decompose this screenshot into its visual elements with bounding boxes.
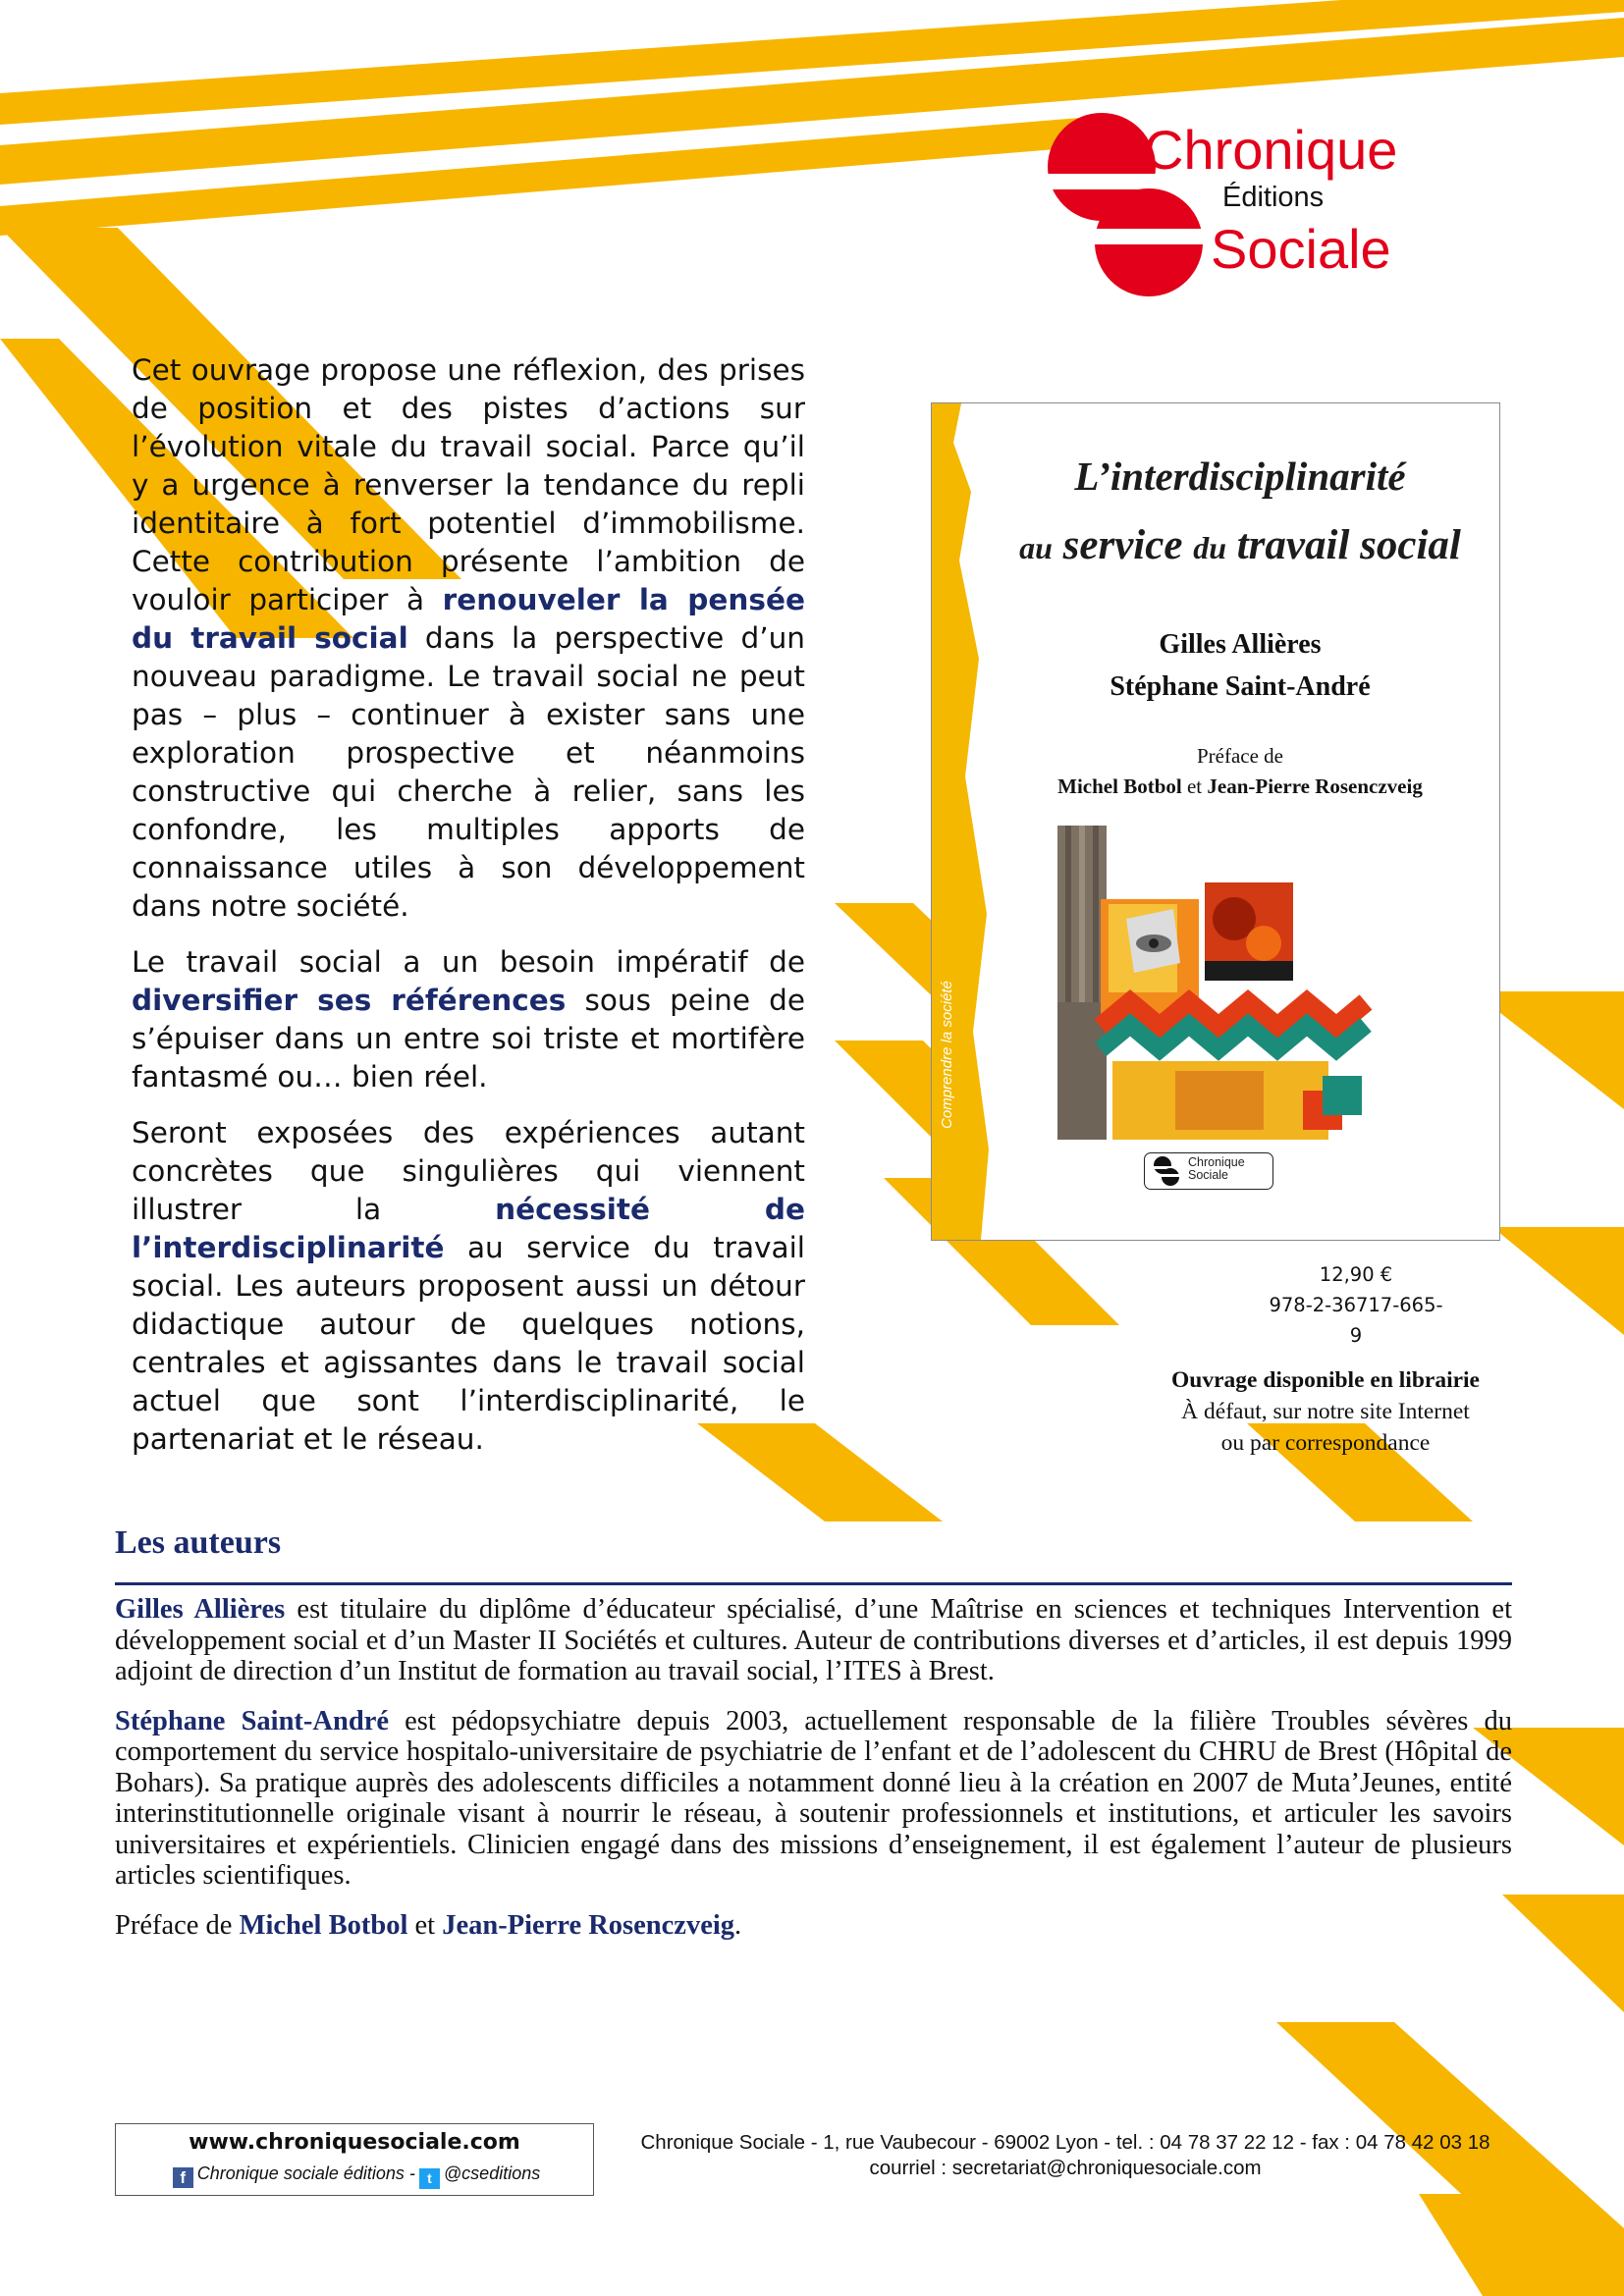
- cover-logo-line2: Sociale: [1188, 1168, 1228, 1182]
- cover-preface-label: Préface de: [1196, 744, 1284, 768]
- footer-address: [614, 2130, 1517, 2181]
- cover-logo-line1: Chronique: [1188, 1155, 1245, 1169]
- availability-line1: Ouvrage disponible en librairie: [1170, 1367, 1480, 1393]
- preface-et: et: [414, 1909, 436, 1941]
- footer-web-box: [115, 2123, 594, 2196]
- availability-line2: À défaut, sur notre site Internet: [1181, 1399, 1470, 1424]
- cover-title-word: service: [1062, 522, 1183, 568]
- address-line: Chronique Sociale - 1, rue Vaubecour - 69002 Lyon - tel. : 04 78 37 22 12 - fax : 04 78 42 03 18: [640, 2131, 1490, 2154]
- description-highlight: nécessité de l’interdisciplinarité: [132, 1193, 805, 1264]
- cover-preface-name: Michel Botbol: [1057, 774, 1182, 798]
- logo-text-sociale: Sociale: [1211, 218, 1391, 280]
- social-links: [116, 2163, 593, 2189]
- description-text: Le travail social a un besoin impératif de: [132, 945, 805, 979]
- cover-preface-et: et: [1186, 774, 1203, 798]
- description-paragraph-1: [132, 351, 805, 926]
- price: 12,90 €: [1319, 1263, 1393, 1286]
- twitter-label[interactable]: @cseditions: [443, 2163, 541, 2183]
- cover-illustration: [1057, 826, 1377, 1140]
- facebook-icon[interactable]: f: [173, 2167, 193, 2188]
- cover-publisher-logo: [1144, 1152, 1273, 1190]
- author-bio-text: est titulaire du diplôme d’éducateur spécialisé, d’une Maîtrise en sciences et techniques Intervention et développement social et d’un Master II Sociétés et cultures. Auteur de contributions diverses et d’articles, il est depuis 1999 adjoint de direction d’un Institut de formation au travail social, l’ITES à Brest.: [115, 1594, 1513, 1686]
- book-description: [132, 351, 805, 1476]
- email-line[interactable]: courriel : secretariat@chroniquesociale.com: [869, 2157, 1262, 2179]
- cover-author-1: Gilles Allières: [1159, 629, 1322, 660]
- description-text: Cet ouvrage propose une réflexion, des prises de position et des pistes d’actions sur l’évolution vitale du travail social. Parce qu’il y a urgence à renverser la tendance du repli identitaire à fort potentiel d’immobilisme. Cette contribution présente l’ambition de vouloir participer à: [132, 353, 805, 616]
- availability-line3: ou par correspondance: [1220, 1430, 1431, 1456]
- cover-title-line1: L’interdisciplinarité: [1074, 454, 1406, 499]
- logo-text-editions: Éditions: [1222, 182, 1325, 213]
- preface-end: .: [734, 1909, 742, 1941]
- cover-title-line2: [981, 521, 1499, 569]
- website-link[interactable]: www.chroniquesociale.com: [189, 2130, 520, 2155]
- preface-line: [115, 1910, 1512, 1942]
- authors-heading: Les auteurs: [115, 1524, 282, 1561]
- authors-section: [115, 1594, 1512, 1959]
- cover-logo-text: [1188, 1156, 1245, 1182]
- description-text: au service du travail social. Les auteurs proposent aussi un détour didactique autour de quelques notions, centrales et agissantes dans le travail social actuel que sont l’interdisciplinarité, le partenariat et le réseau.: [132, 1231, 805, 1456]
- preface-name: Michel Botbol: [239, 1909, 408, 1941]
- preface-label: Préface de: [115, 1909, 233, 1941]
- publisher-logo: [1031, 113, 1443, 309]
- description-highlight: diversifier ses références: [132, 984, 567, 1017]
- author-name: Gilles Allières: [115, 1594, 286, 1625]
- author-bio-text: est pédopsychiatre depuis 2003, actuellement responsable de la filière Troubles sévères du comportement du service hospitalo-universitaire de psychiatrie de l’enfant et de l’adolescent du CHRU de Brest (Hôpital de Bohars). Sa pratique auprès des adolescents difficiles a notamment donné lieu à la création en 2007 de Muta’Jeunes, entité interinstitutionnelle originale visant à nourrir le réseau, à soutenir professionnels et institutions, et articuler les savoirs universitaires et expérientiels. Clinicien engagé dans des missions d’enseignement, il est également l’auteur de plusieurs articles scientifiques.: [115, 1705, 1512, 1891]
- cover-title-word: du: [1193, 530, 1226, 565]
- description-text: Seront exposées des expériences autant concrètes que singulières qui viennent illustrer la: [132, 1116, 805, 1226]
- twitter-icon[interactable]: t: [419, 2168, 440, 2189]
- description-text: sous peine de s’épuiser dans un entre soi triste et mortifère fantasmé ou… bien réel.: [132, 984, 806, 1094]
- cover-preface-name: Jean-Pierre Rosenczveig: [1207, 774, 1423, 798]
- author-bio-1: [115, 1594, 1512, 1687]
- facebook-label[interactable]: Chronique sociale éditions -: [196, 2163, 415, 2183]
- cover-collection-name: Comprendre la société: [938, 981, 955, 1129]
- cover-preface-names: [981, 774, 1499, 799]
- description-paragraph-2: [132, 943, 805, 1096]
- book-cover: [931, 402, 1500, 1241]
- price-block: [1267, 1259, 1445, 1351]
- description-paragraph-3: [132, 1114, 805, 1459]
- author-bio-2: [115, 1706, 1512, 1892]
- description-text: dans la perspective d’un nouveau paradigme. Le travail social ne peut pas – plus – continuer à exister sans une exploration prospective et néanmoins constructive qui cherche à relier, sans les confondre, les multiples apports de connaissance utiles à son développement dans notre société.: [132, 621, 805, 923]
- isbn: 978-2-36717-665-9: [1269, 1294, 1443, 1347]
- cover-title-word: au: [1019, 530, 1053, 565]
- cover-author-2: Stéphane Saint-André: [1110, 671, 1371, 702]
- availability-block: [1129, 1364, 1522, 1459]
- preface-name: Jean-Pierre Rosenczveig: [442, 1909, 735, 1941]
- cover-title-word: travail social: [1236, 522, 1461, 568]
- author-name: Stéphane Saint-André: [115, 1705, 389, 1736]
- description-highlight: renouveler la pensée du travail social: [132, 583, 805, 655]
- authors-divider: [115, 1582, 1512, 1585]
- cover-logo-icon: [1149, 1154, 1188, 1188]
- logo-text-chronique: Chronique: [1144, 119, 1398, 181]
